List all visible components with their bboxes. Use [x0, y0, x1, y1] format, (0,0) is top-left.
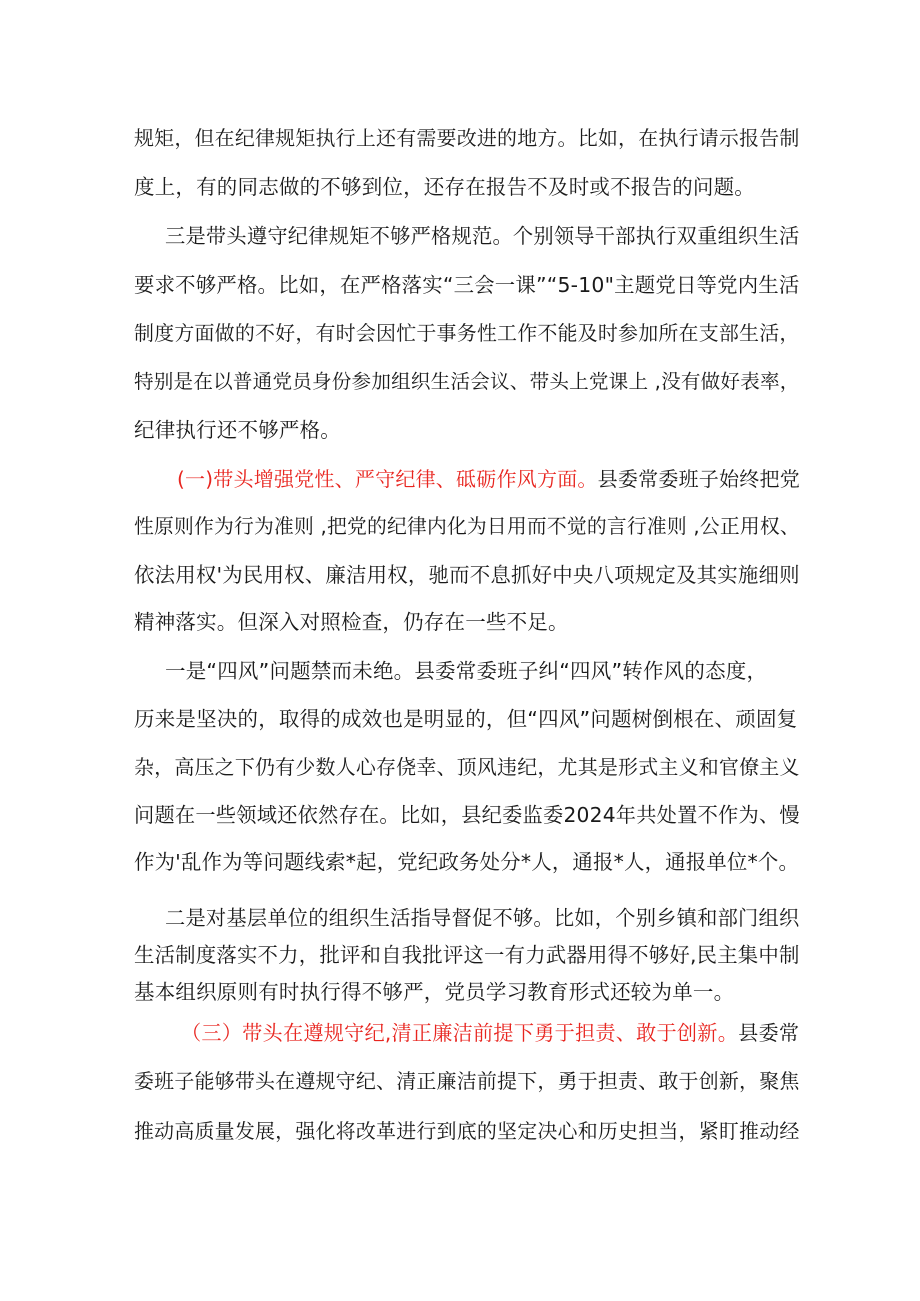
text-line: 依法用权'为民用权、廉洁用权，驰而不息抓好中央八项规定及其实施细则 — [134, 563, 800, 587]
text-line: 推动高质量发展，强化将改革进行到底的坚定决心和历史担当，紧盯推动经 — [134, 1119, 800, 1143]
text-line: 特别是在以普通党员身份参加组织生活会议、带头上党课上 ,没有做好表率， — [134, 370, 800, 393]
text-segment: 县委常委班子始终把党 — [597, 467, 800, 491]
text-segment: 县委常 — [738, 1021, 800, 1045]
text-line: 一是“四风”问题禁而未绝。县委常委班子纠“四风”转作风的态度， — [165, 659, 768, 683]
text-line: 基本组织原则有时执行得不够严，党员学习教育形式还较为单一。 — [134, 980, 735, 1004]
section-heading: （三）带头在遵规守纪,清正廉洁前提下勇于担责、敢于创新。 — [181, 1021, 739, 1045]
text-line: 生活制度落实不力，批评和自我批评这一有力武器用得不够好,民主集中制 — [134, 943, 800, 967]
text-line: 历来是坚决的，取得的成效也是明显的，但“四风”问题树倒根在、顽固复 — [134, 707, 798, 731]
text-line: 纪律执行还不够严格。 — [134, 418, 341, 442]
text-line: 规矩，但在纪律规矩执行上还有需要改进的地方。比如，在执行请示报告制 — [134, 126, 800, 150]
section-heading: (一)带头增强党性、严守纪律、砥砺作风方面。 — [177, 467, 598, 491]
section-heading-line — [181, 1019, 799, 1047]
text-line: 三是带头遵守纪律规矩不够严格规范。个别领导干部执行双重组织生活 — [165, 224, 800, 248]
text-line: 要求不够严格。比如，在严格落实“三会一课”“5-10"主题党日等党内生活 — [134, 273, 800, 297]
text-line: 委班子能够带头在遵规守纪、清正廉洁前提下，勇于担责、敢于创新，聚焦 — [134, 1069, 800, 1093]
text-line: 作为'乱作为等问题线索*起，党纪政务处分*人，通报*人，通报单位*个。 — [134, 850, 800, 874]
text-line: 问题在一些领域还依然存在。比如，县纪委监委2024年共处置不作为、慢 — [134, 803, 800, 827]
text-line: 性原则作为行为准则 ,把党的纪律内化为日用而不觉的言行准则 ,公正用权、 — [134, 515, 800, 538]
text-line: 精神落实。但深入对照检查，仍存在一些不足。 — [134, 610, 569, 634]
text-line: 二是对基层单位的组织生活指导督促不够。比如，个别乡镇和部门组织 — [165, 906, 800, 930]
text-line: 度上，有的同志做的不够到位，还存在报告不及时或不报告的问题。 — [134, 175, 755, 199]
section-heading-line — [177, 465, 800, 493]
text-line: 制度方面做的不好，有时会因忙于事务性工作不能及时参加所在支部生活， — [134, 321, 800, 345]
text-line: 杂，高压之下仍有少数人心存侥幸、顶风违纪，尤其是形式主义和官僚主义 — [134, 755, 800, 779]
